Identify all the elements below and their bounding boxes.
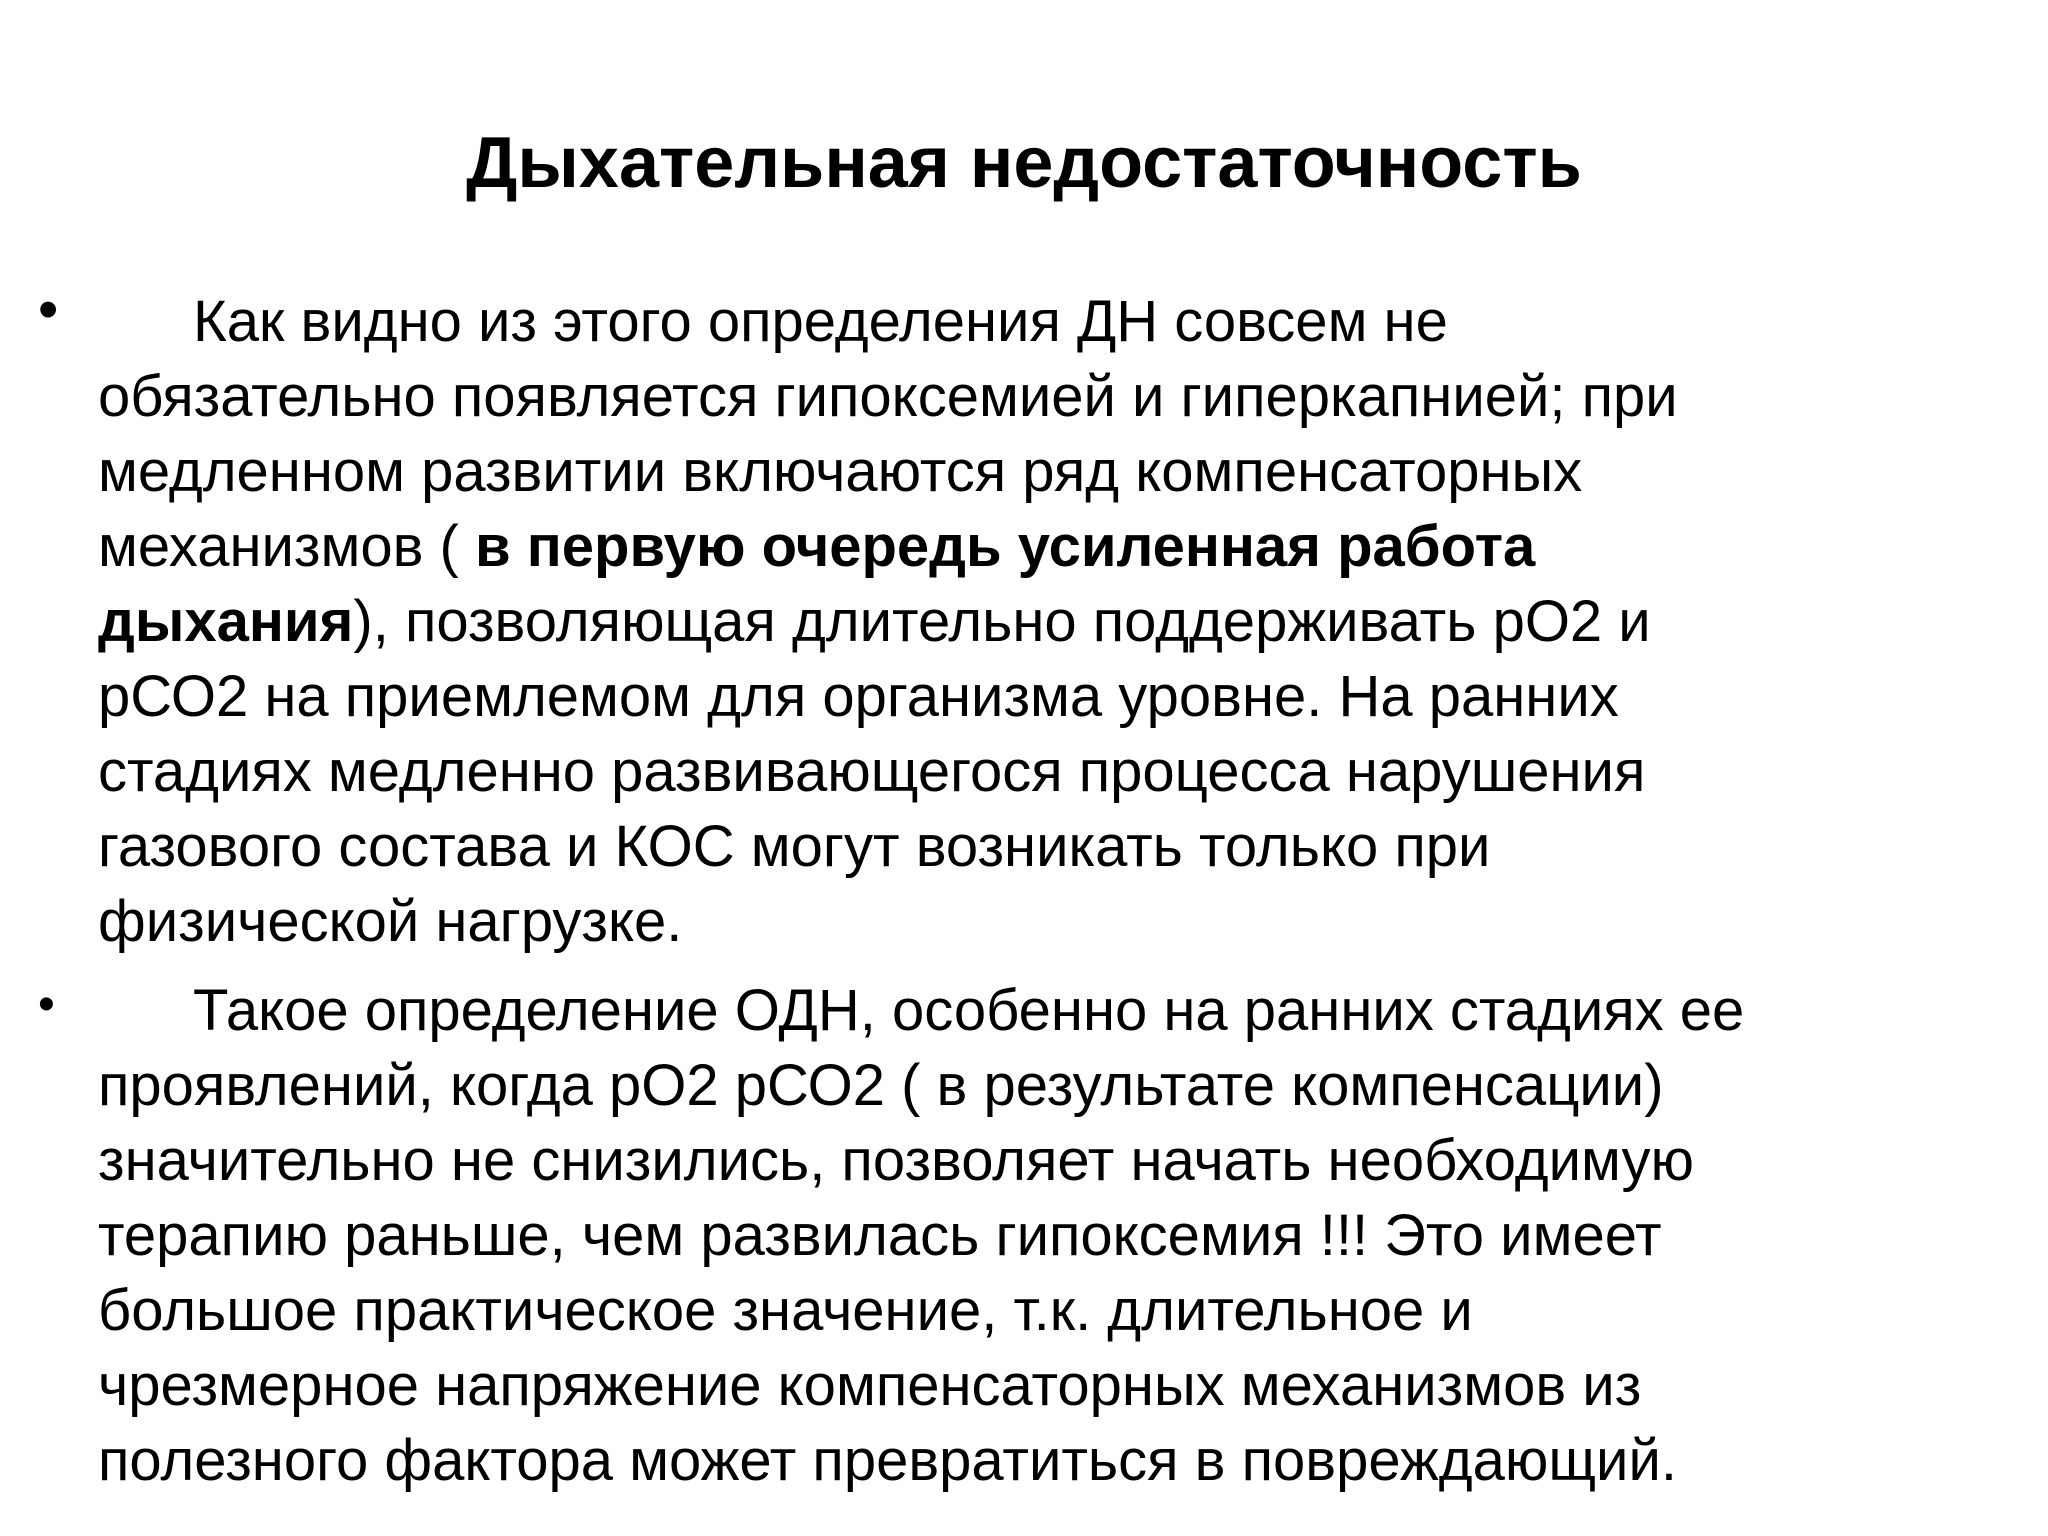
bullet1-line: дыхания), позволяющая длительно поддерживать рО2 и xyxy=(98,589,1651,654)
bullet2-line: полезного фактора может превратиться в повреждающий. xyxy=(98,1428,1677,1493)
bullet1-line: газового состава и КОС могут возникать только при xyxy=(98,814,1491,879)
bullet1-line: рСО2 на приемлемом для организма уровне. На ранних xyxy=(98,664,1619,729)
bullet-item-1 xyxy=(38,277,2048,959)
bullet-marker: • xyxy=(38,277,59,342)
bullet-item-2 xyxy=(38,973,2048,1498)
bullet2-line: проявлений, когда рО2 рСО2 ( в результате компенсации) xyxy=(98,1053,1664,1118)
bullet1-line: физической нагрузке. xyxy=(98,889,683,954)
emphasis-text: в первую очередь усиленная работа xyxy=(474,514,1536,579)
emphasis-text: дыхания xyxy=(98,589,354,654)
slide-title: Дыхательная недостаточность xyxy=(466,123,1582,203)
bullet-marker: • xyxy=(38,978,55,1031)
bullet2-line: Такое определение ОДН, особенно на ранних стадиях ее xyxy=(193,978,1745,1043)
bullet2-line: значительно не снизились, позволяет начать необходимую xyxy=(98,1128,1694,1193)
bullet1-line: механизмов ( в первую очередь усиленная работа xyxy=(98,514,1536,579)
bullet1-line: обязательно появляется гипоксемией и гиперкапнией; при xyxy=(98,364,1678,429)
bullet2-line: терапию раньше, чем развилась гипоксемия !!! Это имеет xyxy=(98,1203,1662,1268)
bullet1-line: медленном развитии включаются ряд компенсаторных xyxy=(98,439,1583,504)
bullet2-line: большое практическое значение, т.к. длительное и xyxy=(98,1278,1473,1343)
bullet1-line: Как видно из этого определения ДН совсем не xyxy=(193,289,1448,354)
bullet2-line: чрезмерное напряжение компенсаторных механизмов из xyxy=(98,1353,1642,1418)
bullet1-line: стадиях медленно развивающегося процесса нарушения xyxy=(98,739,1646,804)
